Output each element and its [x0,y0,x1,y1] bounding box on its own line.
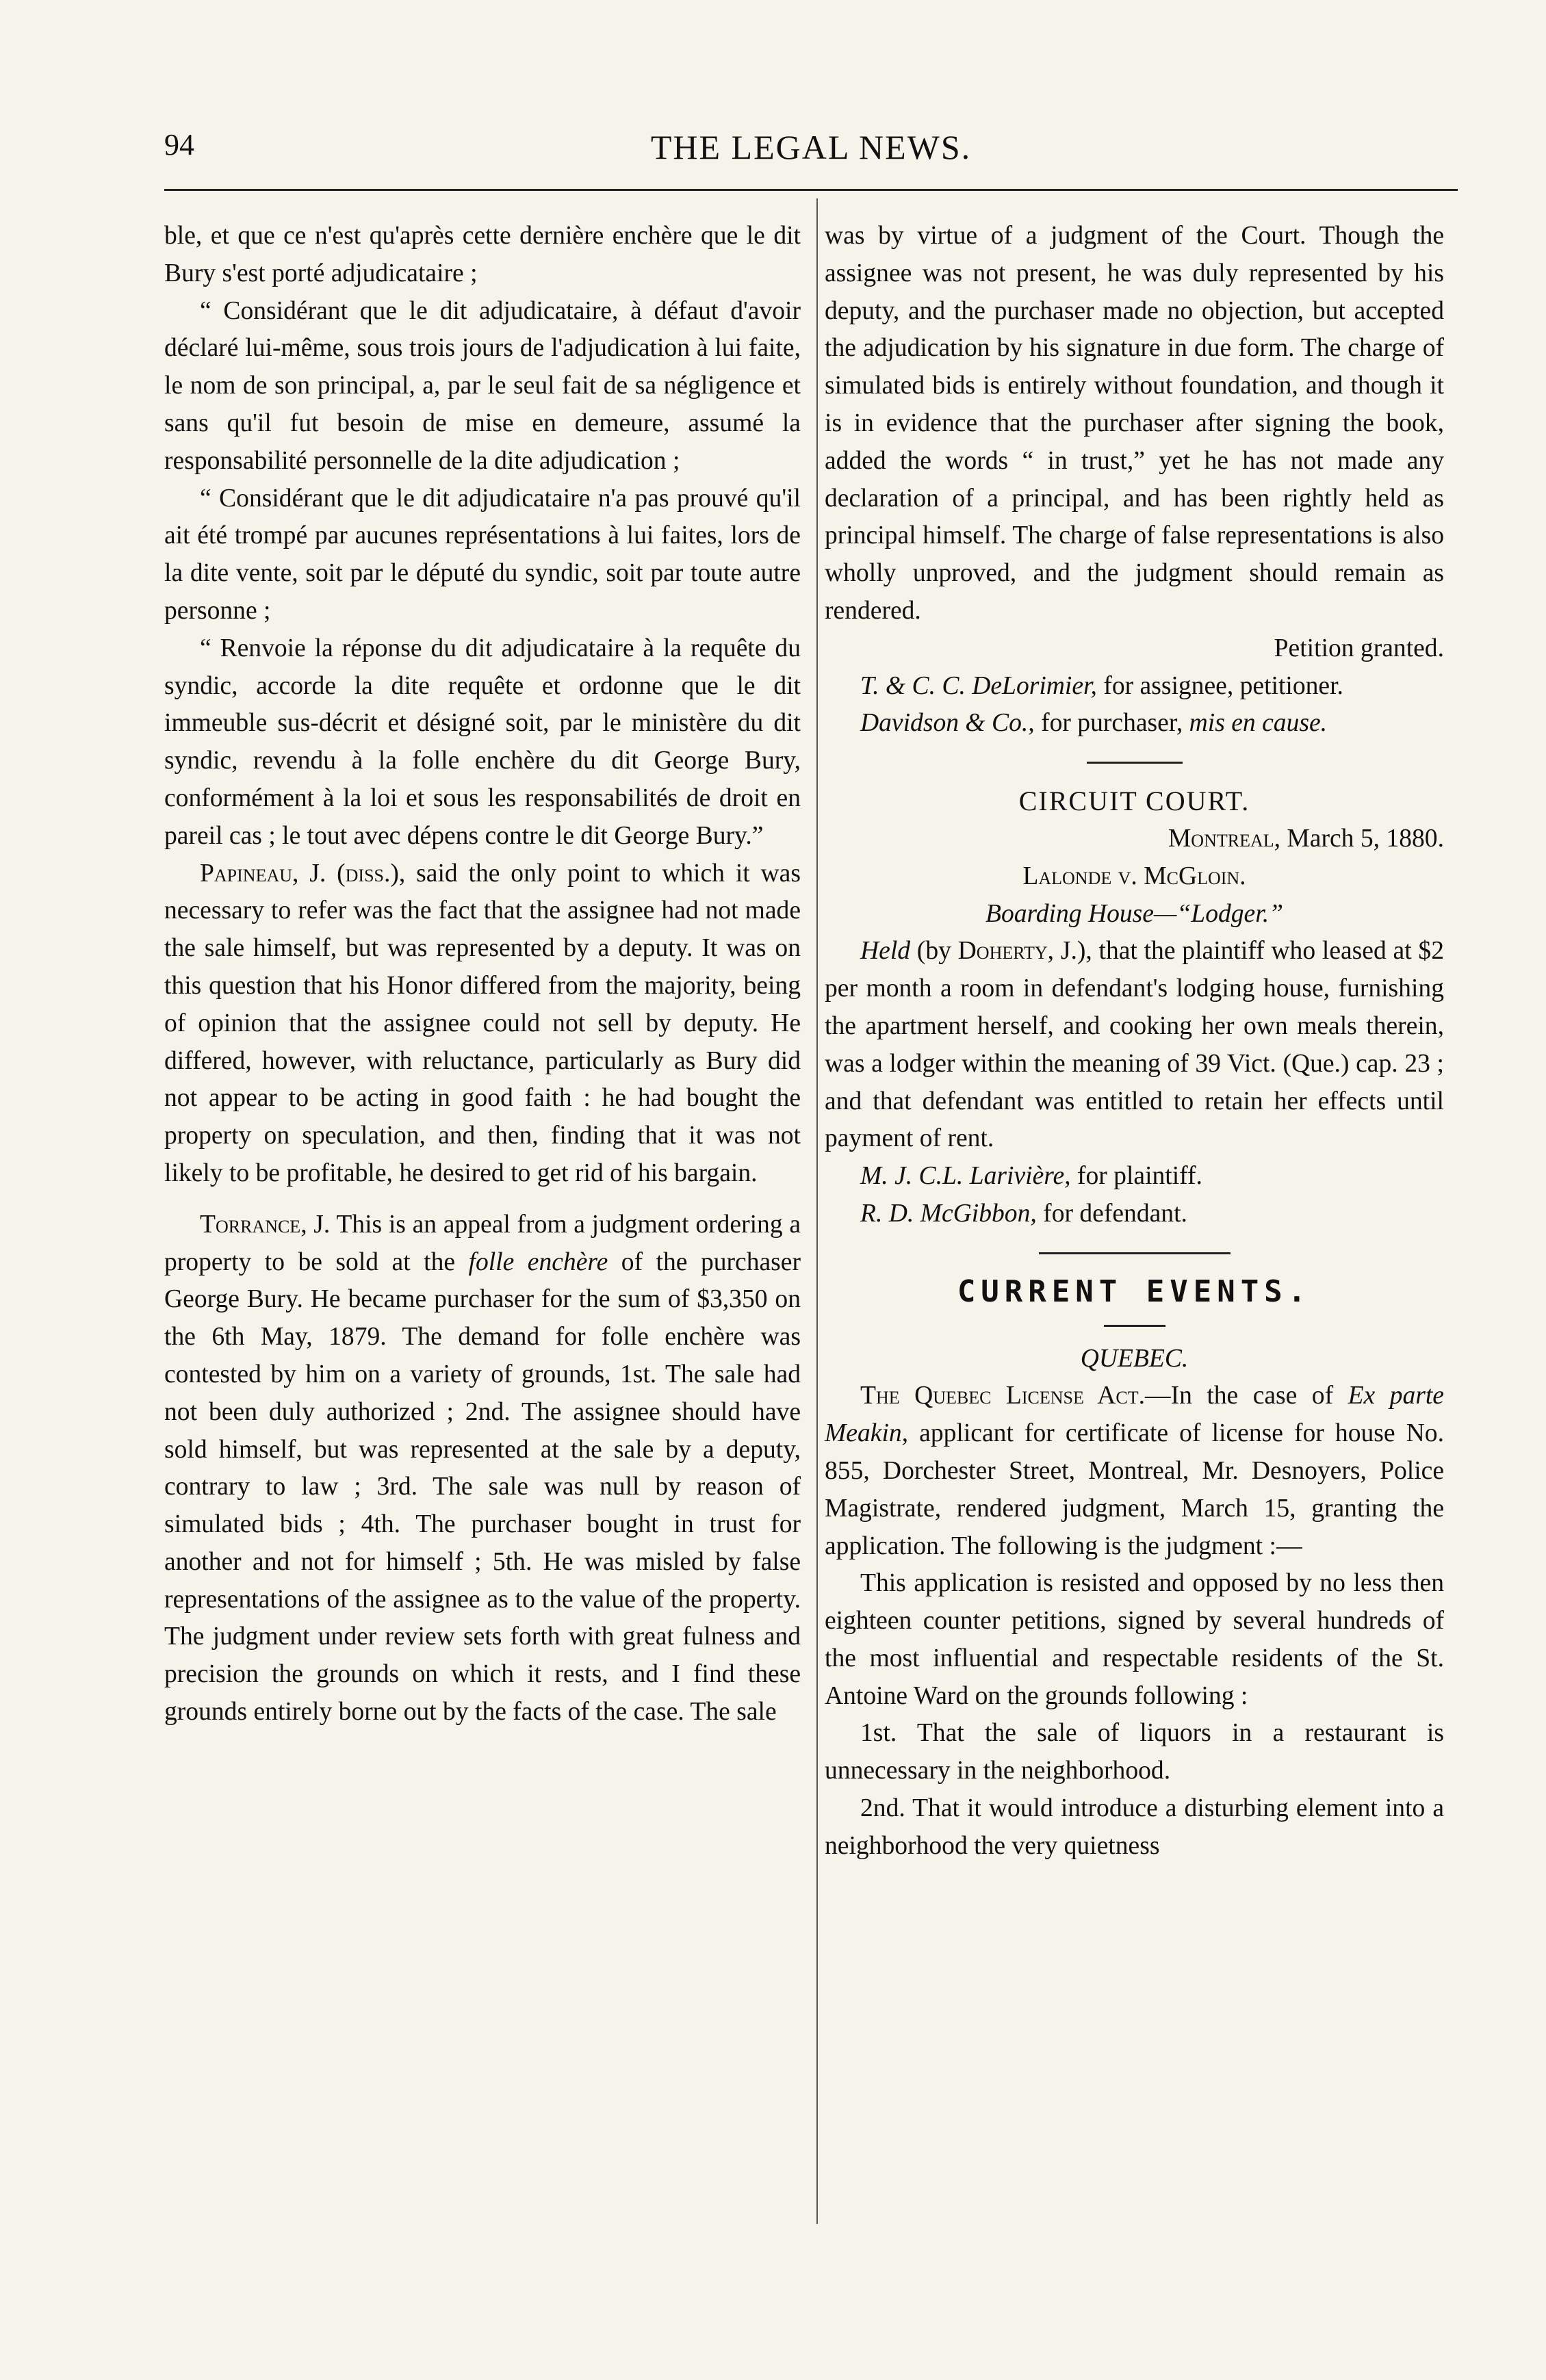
headnote: Held (by Doherty, J.), that the plaintiff who leased at $2 per month a room in defendant's lodging house, furnishing the apartment herself, and cooking her own meals therein, was a lodger within the meaning of 39 Vict. (Que.) cap. 23 ; and that defendant was entitled to retain her effects until payment of rent. [825,937,1444,1153]
paragraph: 1st. That the sale of liquors in a restaurant is unnecessary in the neighborhood. [825,1719,1444,1785]
journal-title: THE LEGAL NEWS. [650,128,972,166]
separator-rule [1087,762,1183,764]
paragraph: 2nd. That it would introduce a disturbing element into a neighborhood the very quietness [825,1794,1444,1860]
separator-rule [1104,1325,1165,1327]
paragraph: This application is resisted and opposed by no less then eighteen counter petitions, signed by several hundreds of the most influential and respectable residents of the St. Antoine Ward on the grounds following : [825,1569,1444,1710]
counsel-line: M. J. C.L. Larivière, for plaintiff. [860,1162,1202,1191]
paragraph: “ Considérant que le dit adjudicataire n'a pas prouvé qu'il ait été trompé par aucunes représentations à lui faites, lors de la dite vente, soit par le député du syndic, soit par toute autre personne ; [164,484,801,625]
paragraph: ble, et que ce n'est qu'après cette dernière enchère que le dit Bury s'est porté adjudicataire ; [164,222,801,287]
section-title: CURRENT EVENTS. [957,1273,1312,1309]
column-divider [816,198,818,2224]
header-rule [164,189,1458,191]
court-heading: CIRCUIT COURT. [1018,786,1250,817]
counsel-line: R. D. McGibbon, for defendant. [860,1199,1187,1228]
subsection-title: QUEBEC. [1080,1344,1189,1373]
left-column [164,218,801,1731]
separator-rule [1039,1252,1231,1254]
paragraph: was by virtue of a judgment of the Court. Though the assignee was not present, he was duly represented by his deputy, and the purchaser made no objection, but accepted the adjudication by his signature in due form. The charge of simulated bids is entirely without foundation, and though it is in evidence that the purchaser after signing the book, added the words “ in trust,” yet he has not made any declaration of a principal, and has been rightly held as principal himself. The charge of false representations is also wholly unproved, and the judgment should remain as rendered. [825,222,1444,625]
disposition: Petition granted. [1274,634,1444,662]
paragraph: “ Considérant que le dit adjudicataire, à défaut d'avoir déclaré lui-même, sous trois jours de l'adjudication à lui faite, le nom de son principal, a, par le seul fait de sa négligence et sans qu'il fut besoin de mise en demeure, assumé la responsabilité personnelle de la dite adjudication ; [164,296,801,475]
paragraph: Papineau, J. (diss.), said the only point to which it was necessary to refer was the fact that the assignee had not made the sale himself, but was represented by a deputy. It was on this question that his Honor differed from the majority, being of opinion that the assignee could not sell by deputy. He differed, however, with reluctance, particularly as Bury did not appear to be acting in good faith : he had bought the property on speculation, and then, finding that it was not likely to be profitable, he desired to get rid of his bargain. [164,859,801,1187]
paragraph: The Quebec License Act.—In the case of Ex parte Meakin, applicant for certificate of license for house No. 855, Dorchester Street, Montreal, Mr. Desnoyers, Police Magistrate, rendered judgment, March 15, granting the application. The following is the judgment :— [825,1382,1444,1560]
counsel-line: T. & C. C. DeLorimier, for assignee, petitioner. [860,671,1343,700]
counsel-line: Davidson & Co., for purchaser, mis en cause. [860,709,1328,738]
page-number: 94 [164,128,194,161]
page-header [164,127,1458,182]
case-subject: Boarding House—“Lodger.” [985,899,1283,928]
paragraph: Torrance, J. This is an appeal from a judgment ordering a property to be sold at the folle enchère of the purchaser George Bury. He became purchaser for the sum of $3,350 on the 6th May, 1879. The demand for folle enchère was contested by him on a variety of grounds, 1st. The sale had not been duly authorized ; 2nd. The assignee should have sold himself, but was represented at the sale by a deputy, contrary to law ; 3rd. The sale was null by reason of simulated bids ; 4th. The purchaser bought in trust for another and not for himself ; 5th. He was misled by false representations of the assignee as to the value of the property. The judgment under review sets forth with great fulness and precision the grounds on which it rests, and I find these grounds entirely borne out by the facts of the case. The sale [164,1210,801,1726]
paragraph: “ Renvoie la réponse du dit adjudicataire à la requête du syndic, accorde la dite requête et ordonne que le dit immeuble sus-décrit et désigné soit, par le ministère du dit syndic, revendu à la folle enchère du dit George Bury, conformément à la loi et sous les responsabilités de droit en pareil cas ; le tout avec dépens contre le dit George Bury.” [164,634,801,850]
judge-name: Torrance, J. [200,1210,331,1239]
right-column [825,218,1444,1865]
judge-name: Papineau, J. (diss.), [200,859,406,888]
dateline: Montreal, March 5, 1880. [1168,824,1444,853]
case-title: Lalonde v. McGloin. [1022,862,1246,890]
